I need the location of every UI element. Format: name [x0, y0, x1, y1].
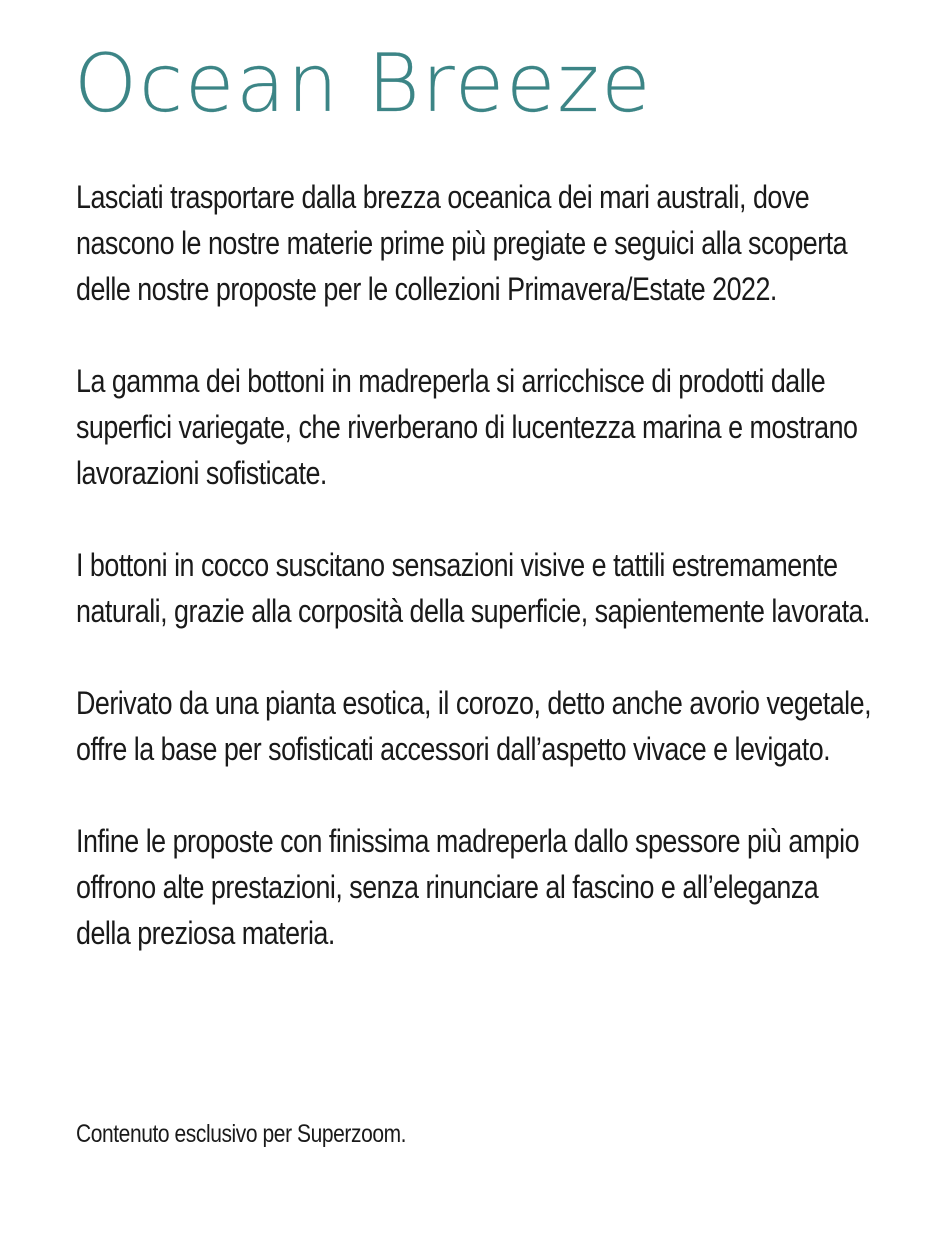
article-body: [76, 174, 872, 1002]
footer-note: Contenuto esclusivo per Superzoom.: [76, 1120, 407, 1148]
paragraph-intro: Lasciati trasportare dalla brezza oceanica dei mari australi, dove nascono le nostre materie prime più pregiate e seguici alla scoperta delle nostre proposte per le collezioni Primavera/Estate 2022.: [76, 179, 848, 307]
paragraph-finissima-madreperla: Infine le proposte con finissima madreperla dallo spessore più ampio offrono alte prestazioni, senza rinunciare al fascino e all’eleganza della preziosa materia.: [76, 823, 860, 951]
paragraph-cocco: I bottoni in cocco suscitano sensazioni visive e tattili estremamente naturali, grazie alla corposità della superficie, sapientemente lavorata.: [76, 547, 870, 629]
page-title: Ocean Breeze: [74, 37, 653, 130]
paragraph-madreperla: La gamma dei bottoni in madreperla si arricchisce di prodotti dalle superfici variegate, che riverberano di lucentezza marina e mostrano lavorazioni sofisticate.: [76, 363, 858, 491]
paragraph-corozo: Derivato da una pianta esotica, il corozo, detto anche avorio vegetale, offre la base per sofisticati accessori dall’aspetto vivace e levigato.: [76, 685, 872, 767]
